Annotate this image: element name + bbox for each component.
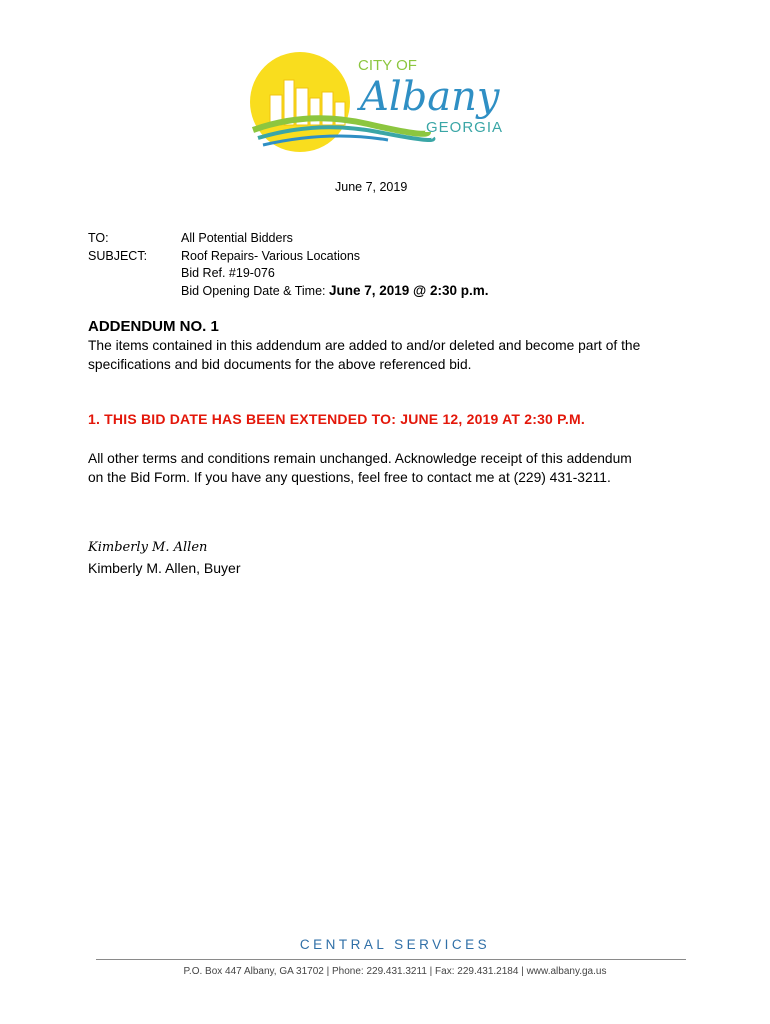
city-logo-graphic: [248, 50, 528, 155]
opening-value: June 7, 2019 @ 2:30 p.m.: [329, 283, 489, 298]
closing-paragraph: All other terms and conditions remain unchanged. Acknowledge receipt of this addendum on the Bid Form. If you have any questions, feel free to contact me at (229) 431-3211.: [88, 451, 632, 485]
opening-prefix: Bid Opening Date & Time:: [181, 284, 329, 298]
footer-divider: [96, 959, 686, 960]
bid-ref: Bid Ref. #19-076: [181, 266, 275, 280]
city-logo: [248, 50, 528, 155]
subject-label: SUBJECT:: [88, 249, 148, 263]
signature: Kimberly M. Allen: [88, 540, 208, 555]
intro-paragraph: The items contained in this addendum are added to and/or deleted and become part of the specifications and bid documents for the above referenced bid.: [88, 338, 641, 372]
letter-date: June 7, 2019: [335, 180, 408, 194]
logo-line1: CITY OF: [358, 57, 417, 74]
subject-line: Roof Repairs- Various Locations: [181, 249, 361, 263]
to-value: All Potential Bidders: [181, 231, 293, 245]
to-label: TO:: [88, 231, 109, 245]
addendum-title: ADDENDUM NO. 1: [88, 318, 219, 335]
logo-line3: GEORGIA: [426, 119, 504, 136]
footer-contact: P.O. Box 447 Albany, GA 31702 | Phone: 229.431.3211 | Fax: 229.431.2184 | www.albany.ga.us: [183, 966, 607, 977]
opening-date-time: [181, 282, 489, 300]
signer-name: Kimberly M. Allen, Buyer: [88, 560, 241, 576]
footer-department: CENTRAL SERVICES: [299, 937, 491, 952]
logo-line2: Albany: [360, 74, 500, 120]
extension-notice: 1. THIS BID DATE HAS BEEN EXTENDED TO: JUNE 12, 2019 AT 2:30 P.M.: [88, 411, 585, 427]
